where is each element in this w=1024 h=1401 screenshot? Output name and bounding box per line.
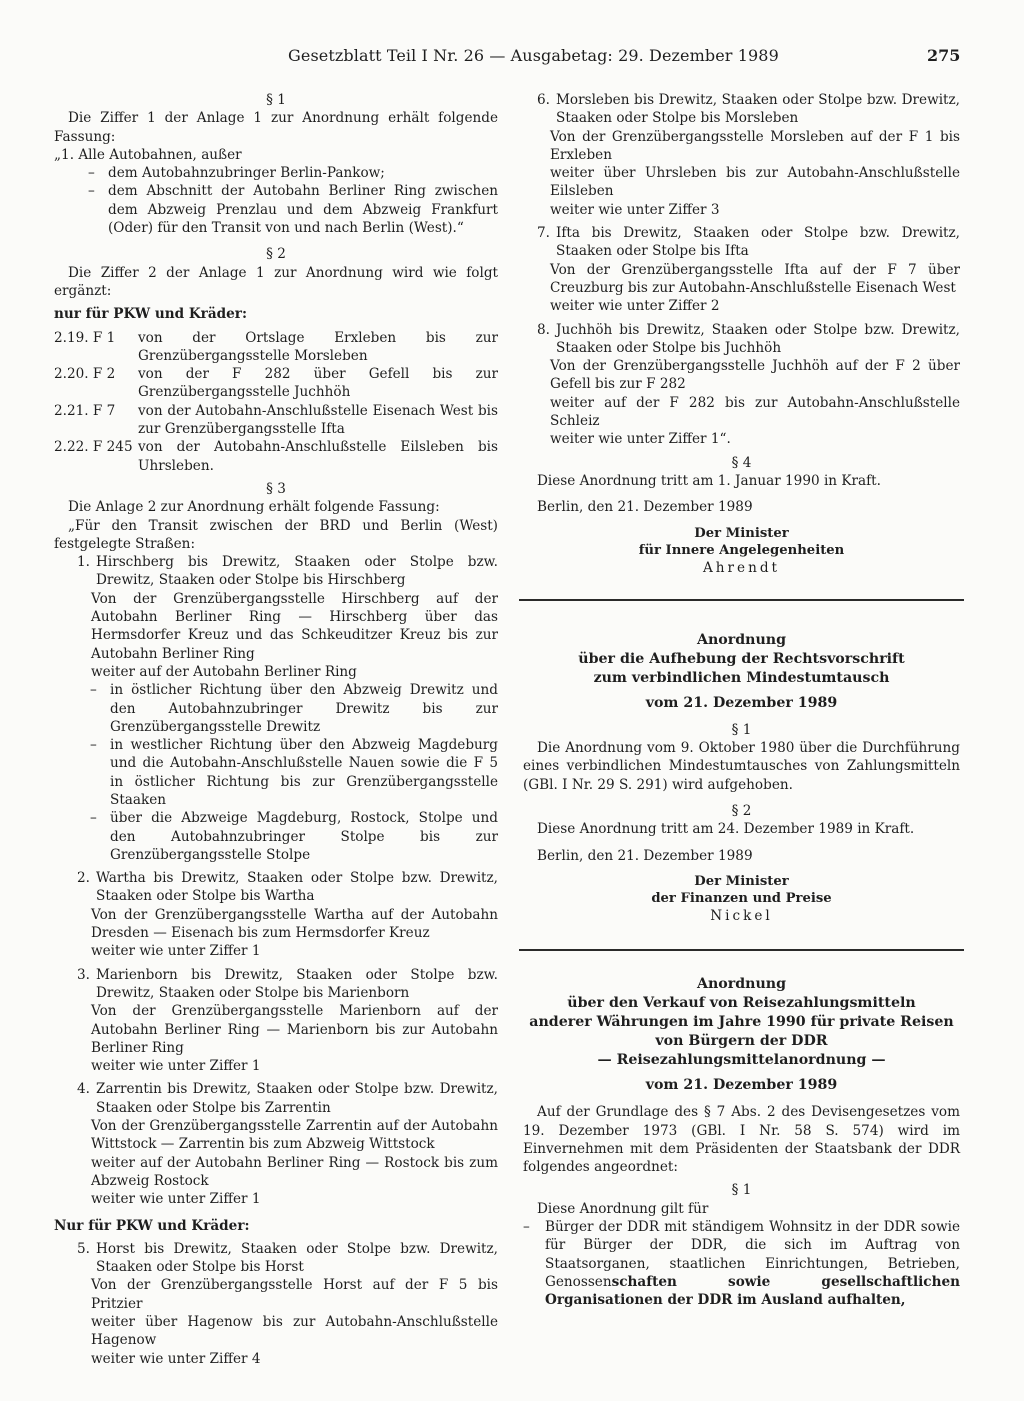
list-item-8-route: Von der Grenzübergangsstelle Juchhöh auf der F 2 über Gefell bis zur F 282	[550, 358, 960, 393]
list-item-1-continue: weiter auf der Autobahn Berliner Ring	[91, 663, 357, 680]
list-item-4-route: Von der Grenzübergangsstelle Zarrentin auf der Autobahn Wittstock — Zarrentin bis zum Abzweig Wittstock	[91, 1118, 498, 1153]
doc2-date: vom 21. Dezember 1989	[645, 694, 838, 711]
section-3-quote: „Für den Transit zwischen der BRD und Berlin (West) festgelegte Straßen:	[54, 517, 498, 552]
left-column	[54, 91, 498, 1368]
header-title: Gesetzblatt Teil I Nr. 26 — Ausgabetag: 29. Dezember 1989	[288, 46, 779, 65]
list-item-3: 3. Marienborn bis Drewitz, Staaken oder Stolpe bzw. Drewitz, Staaken oder Stolpe bis Marienborn	[77, 966, 498, 1001]
list-item-6-route: Von der Grenzübergangsstelle Morsleben auf der F 1 bis Erxleben	[550, 128, 960, 163]
list-item-3-continue: weiter wie unter Ziffer 1	[91, 1058, 261, 1075]
list-item-5-final: weiter wie unter Ziffer 4	[91, 1350, 261, 1367]
list-item-5: 5. Horst bis Drewitz, Staaken oder Stolpe bzw. Drewitz, Staaken oder Stolpe bis Horst	[77, 1240, 498, 1276]
doc2-section-2-text: Diese Anordnung tritt am 24. Dezember 1989 in Kraft.	[537, 821, 915, 838]
doc3-title-block: Anordnung über den Verkauf von Reisezahlungsmitteln anderer Währungen im Jahre 1990 für private Reisen von Bürgern der DDR — Reisezahlungsmittelanordnung — vom 21. Dezember 1989	[523, 975, 960, 1095]
right-column	[523, 91, 960, 1309]
list-item-6-continue: weiter über Uhrsleben bis zur Autobahn-Anschlußstelle Eilsleben	[550, 165, 960, 200]
route-row: 2.19. F 1 von der Ortslage Erxleben bis zur Grenzübergangsstelle Morsleben	[54, 329, 498, 364]
list-item-1-dash-2: – in westlicher Richtung über den Abzweig Magdeburg und die Autobahn-Anschlußstelle Nauen sowie die F 5 in östlicher Richtung bis zur Grenzübergangsstelle Staaken	[54, 736, 498, 809]
list-item-1-dash-3: – über die Abzweige Magdeburg, Rostock, Stolpe und den Autobahnzubringer Stolpe bis zur Grenzübergangsstelle Stolpe	[54, 809, 498, 864]
doc2-section-1-heading: § 1	[731, 721, 752, 738]
doc2-title-block: Anordnung über die Aufhebung der Rechtsvorschrift zum verbindlichen Mindestumtausch vom 21. Dezember 1989	[523, 631, 960, 713]
section-3-intro: Die Anlage 2 zur Anordnung erhält folgende Fassung:	[68, 499, 440, 516]
list-item-8-final: weiter wie unter Ziffer 1“.	[550, 431, 731, 448]
list-item-6: 6. Morsleben bis Drewitz, Staaken oder Stolpe bzw. Drewitz, Staaken oder Stolpe bis Morsleben	[537, 92, 960, 127]
list-item-4: 4. Zarrentin bis Drewitz, Staaken oder Stolpe bzw. Drewitz, Staaken oder Stolpe bis Zarrentin	[77, 1081, 498, 1116]
subheading-pkw: Nur für PKW und Kräder:	[54, 1217, 250, 1234]
list-item-4-final: weiter wie unter Ziffer 1	[91, 1191, 261, 1208]
list-item-7-continue: weiter wie unter Ziffer 2	[550, 298, 720, 315]
list-item-2: 2. Wartha bis Drewitz, Staaken oder Stolpe bzw. Drewitz, Staaken oder Stolpe bis Wartha	[77, 870, 498, 905]
list-item-2-continue: weiter wie unter Ziffer 1	[91, 943, 261, 960]
section-1-heading: § 1	[266, 92, 286, 108]
list-item-4-continue: weiter auf der Autobahn Berliner Ring — Rostock bis zum Abzweig Rostock	[91, 1154, 498, 1189]
signatory-name: Ahrendt	[702, 559, 781, 576]
place-date-1: Berlin, den 21. Dezember 1989	[537, 499, 753, 516]
section-4-text: Diese Anordnung tritt am 1. Januar 1990 in Kraft.	[537, 472, 881, 489]
section-divider	[519, 599, 964, 601]
list-item-1: 1. Hirschberg bis Drewitz, Staaken oder Stolpe bzw. Drewitz, Staaken oder Stolpe bis Hirschberg	[77, 554, 498, 589]
doc3-dash-1: – Bürger der DDR mit ständigem Wohnsitz in der DDR sowie für Bürger der DDR, die sich im Auftrag von Staatsorganen, staatlichen Einrichtungen, Betrieben, Genossenschaften sowie gesellschaftlichen Organisationen der DDR im Ausland aufhalten,	[523, 1218, 960, 1309]
dash-mark: –	[90, 810, 97, 827]
section-1-dash-2: – dem Abschnitt der Autobahn Berliner Ring zwischen dem Abzweig Prenzlau und dem Abzweig Frankfurt (Oder) für den Transit von und nach Berlin (West).“	[54, 182, 498, 237]
page-number: 275	[927, 46, 961, 65]
doc3-date: vom 21. Dezember 1989	[645, 1077, 838, 1094]
list-item-1-dash-1: – in östlicher Richtung über den Abzweig Drewitz und den Autobahnzubringer Drewitz bis zur Grenzübergangsstelle Drewitz	[54, 681, 498, 736]
route-row: 2.22. F 245 von der Autobahn-Anschlußstelle Eilsleben bis Uhrsleben.	[54, 439, 498, 474]
list-item-3-route: Von der Grenzübergangsstelle Marienborn auf der Autobahn Berliner Ring — Marienborn bis zur Autobahn Berliner Ring	[91, 1003, 498, 1056]
place-date-2: Berlin, den 21. Dezember 1989	[537, 847, 753, 864]
section-1-intro: Die Ziffer 1 der Anlage 1 zur Anordnung erhält folgende Fassung:	[54, 110, 498, 145]
route-row: 2.21. F 7 von der Autobahn-Anschlußstelle Eisenach West bis zur Grenzübergangsstelle Ifta	[54, 402, 498, 438]
dash-mark: –	[88, 183, 95, 200]
dash-mark: –	[88, 165, 95, 182]
section-2-heading: § 2	[266, 246, 286, 263]
doc2-section-2-heading: § 2	[731, 803, 752, 820]
section-2-intro: Die Ziffer 2 der Anlage 1 zur Anordnung wird wie folgt ergänzt:	[54, 264, 498, 299]
doc3-section-1-text: Diese Anordnung gilt für	[537, 1200, 709, 1217]
list-item-7: 7. Ifta bis Drewitz, Staaken oder Stolpe bzw. Drewitz, Staaken oder Stolpe bis Ifta	[537, 225, 960, 260]
doc2-section-1-text: Die Anordnung vom 9. Oktober 1980 über die Durchführung eines verbindlichen Mindestumtausches von Zahlungsmitteln (GBl. I Nr. 29 S. 291) wird aufgehoben.	[523, 740, 960, 793]
section-1-dash-1: – dem Autobahnzubringer Berlin-Pankow;	[54, 164, 498, 182]
signature-block-1: Der Minister für Innere Angelegenheiten Ahrendt	[523, 525, 960, 577]
dash-mark: –	[523, 1218, 530, 1235]
dash-mark: –	[90, 682, 97, 699]
route-row: 2.20. F 2 von der F 282 über Gefell bis zur Grenzübergangsstelle Juchhöh	[54, 366, 498, 401]
section-4-heading: § 4	[731, 454, 752, 471]
list-item-6-final: weiter wie unter Ziffer 3	[550, 201, 720, 218]
page-header	[0, 46, 1024, 72]
section-divider	[519, 949, 964, 951]
list-item-5-route: Von der Grenzübergangsstelle Horst auf der F 5 bis Pritzier	[91, 1277, 498, 1312]
dash-mark: –	[90, 737, 97, 754]
section-1-item: „1. Alle Autobahnen, außer	[54, 146, 242, 163]
list-item-8: 8. Juchhöh bis Drewitz, Staaken oder Stolpe bzw. Drewitz, Staaken oder Stolpe bis Juchhöh	[537, 321, 960, 356]
doc3-intro: Auf der Grundlage des § 7 Abs. 2 des Devisengesetzes vom 19. Dezember 1973 (GBl. I Nr. 58 S. 574) wird im Einvernehmen mit dem Präsidenten der Staatsbank der DDR folgendes angeordnet:	[523, 1104, 960, 1176]
list-item-5-continue: weiter über Hagenow bis zur Autobahn-Anschlußstelle Hagenow	[91, 1314, 498, 1349]
section-2-subheading: nur für PKW und Kräder:	[54, 306, 247, 323]
list-item-7-route: Von der Grenzübergangsstelle Ifta auf der F 7 über Creuzburg bis zur Autobahn-Anschlußstelle Eisenach West	[550, 261, 960, 296]
section-3-heading: § 3	[266, 480, 286, 497]
signatory-name: Nickel	[710, 907, 773, 924]
list-item-1-route: Von der Grenzübergangsstelle Hirschberg auf der Autobahn Berliner Ring — Hirschberg über das Hermsdorfer Kreuz und das Schkeuditzer Kreuz bis zur Autobahn Berliner Ring	[91, 590, 498, 662]
list-item-2-route: Von der Grenzübergangsstelle Wartha auf der Autobahn Dresden — Eisenach bis zum Hermsdorfer Kreuz	[91, 906, 498, 942]
doc3-section-1-heading: § 1	[731, 1182, 752, 1199]
signature-block-2: Der Minister der Finanzen und Preise Nickel	[523, 873, 960, 925]
list-item-8-continue: weiter auf der F 282 bis zur Autobahn-Anschlußstelle Schleiz	[550, 394, 960, 430]
